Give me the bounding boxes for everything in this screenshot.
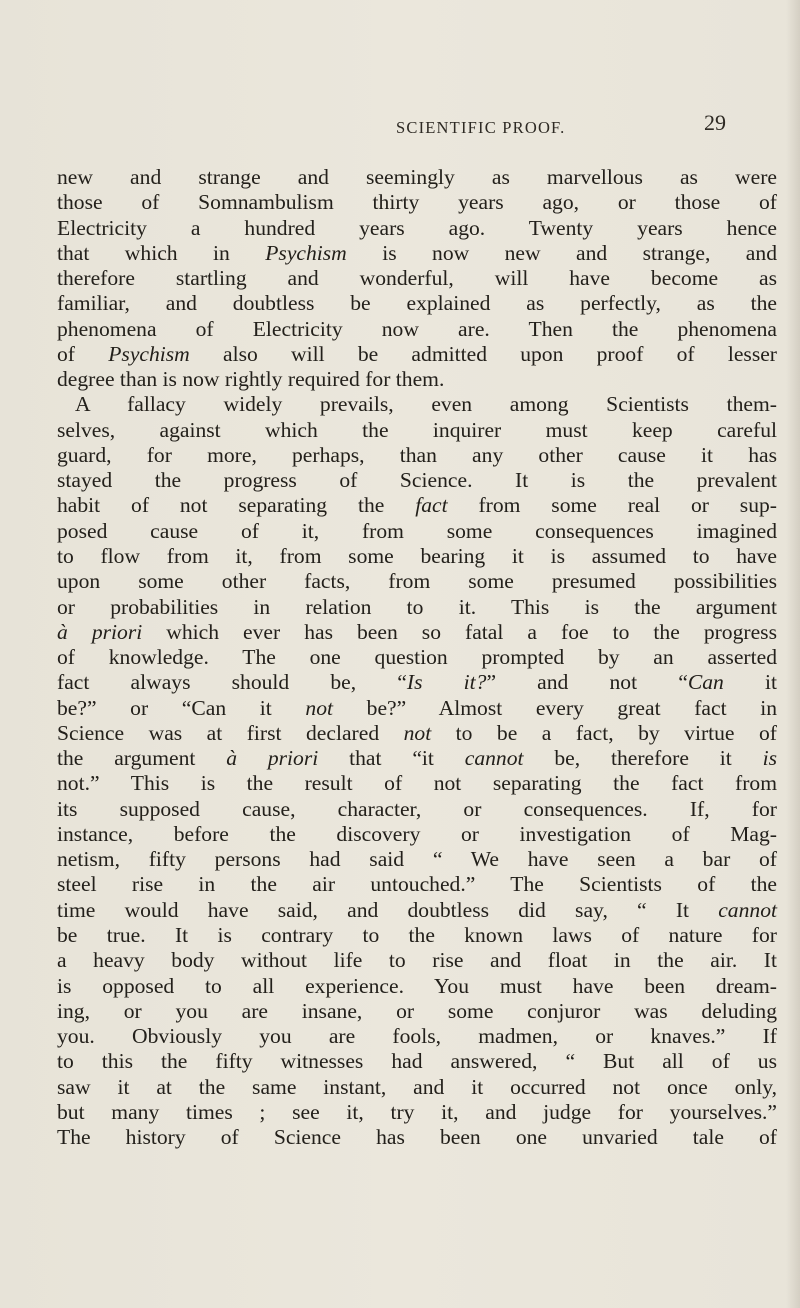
text-line bbox=[57, 1125, 777, 1150]
italic-text-segment: à priori bbox=[57, 619, 143, 644]
text-line bbox=[57, 974, 777, 999]
text-segment: Science was at first declared bbox=[57, 720, 404, 745]
text-line bbox=[57, 1075, 777, 1100]
text-line bbox=[57, 443, 777, 468]
text-line bbox=[57, 468, 777, 493]
page-edge-shadow bbox=[786, 0, 800, 1308]
text-segment: you. Obviously you are fools, madmen, or knaves.” If bbox=[57, 1024, 777, 1049]
text-segment: it bbox=[723, 670, 777, 695]
text-line bbox=[57, 216, 777, 241]
running-header: SCIENTIFIC PROOF. bbox=[396, 118, 566, 137]
text-segment: stayed the progress of Science. It is the prevalent bbox=[57, 468, 777, 493]
text-segment: of bbox=[57, 341, 109, 366]
text-line bbox=[57, 847, 777, 872]
text-segment: of knowledge. The one question prompted by an asserted bbox=[57, 645, 777, 670]
text-segment: phenomena of Electricity now are. Then the phenomena bbox=[57, 316, 777, 341]
text-line bbox=[57, 746, 777, 771]
text-line bbox=[57, 1024, 777, 1049]
text-line bbox=[57, 696, 777, 721]
text-line bbox=[57, 519, 777, 544]
text-segment: upon some other facts, from some presumed possibilities bbox=[57, 569, 777, 594]
text-line bbox=[57, 595, 777, 620]
italic-text-segment: cannot bbox=[718, 897, 777, 922]
text-segment: to flow from it, from some bearing it is assumed to have bbox=[57, 543, 777, 568]
italic-text-segment: Psychism bbox=[108, 341, 190, 366]
text-segment: therefore startling and wonderful, will have become as bbox=[57, 266, 777, 291]
text-line bbox=[57, 392, 777, 417]
text-segment: Electricity a hundred years ago. Twenty years hence bbox=[57, 215, 777, 240]
text-segment: saw it at the same instant, and it occurred not once only, bbox=[57, 1074, 777, 1099]
text-segment: is now new and strange, and bbox=[346, 240, 777, 265]
text-segment: new and strange and seemingly as marvellous as were bbox=[57, 165, 777, 189]
text-segment: to this the fifty witnesses had answered, “ But all of us bbox=[57, 1049, 777, 1074]
text-segment: its supposed cause, character, or consequences. If, for bbox=[57, 796, 777, 821]
text-segment: habit of not separating the bbox=[57, 493, 416, 518]
text-line bbox=[57, 165, 777, 190]
text-line bbox=[57, 291, 777, 316]
text-segment: be?” Almost every great fact in bbox=[333, 695, 777, 720]
text-line bbox=[57, 923, 777, 948]
text-segment: selves, against which the inquirer must keep careful bbox=[57, 417, 777, 442]
text-line bbox=[57, 620, 777, 645]
text-segment: netism, fifty persons had said “ We have seen a bar of bbox=[57, 847, 777, 872]
text-segment: the argument bbox=[57, 746, 227, 771]
text-segment: degree than is now rightly required for them. bbox=[57, 367, 445, 392]
text-segment: be, therefore it bbox=[523, 746, 763, 771]
italic-text-segment: is bbox=[762, 746, 777, 771]
italic-text-segment: à priori bbox=[226, 746, 319, 771]
text-line bbox=[57, 569, 777, 594]
text-line bbox=[57, 721, 777, 746]
text-line bbox=[57, 493, 777, 518]
text-segment: guard, for more, perhaps, than any other cause it has bbox=[57, 442, 777, 467]
italic-text-segment: Can bbox=[687, 670, 724, 695]
text-segment: be?” or “Can it bbox=[57, 695, 306, 720]
italic-text-segment: cannot bbox=[464, 746, 524, 771]
text-segment: but many times ; see it, try it, and judge for yourselves.” bbox=[57, 1099, 777, 1124]
text-segment: fact always should be, “ bbox=[57, 670, 407, 695]
text-line bbox=[57, 342, 777, 367]
italic-text-segment: fact bbox=[415, 493, 448, 518]
italic-text-segment: Is it? bbox=[406, 670, 487, 695]
text-segment: not.” This is the result of not separating the fact from bbox=[57, 771, 777, 796]
text-line bbox=[57, 317, 777, 342]
text-line bbox=[57, 367, 777, 392]
text-line bbox=[57, 1049, 777, 1074]
text-line bbox=[57, 822, 777, 847]
body-text bbox=[57, 165, 777, 1150]
italic-text-segment: Psychism bbox=[265, 240, 347, 265]
text-segment: to be a fact, by virtue of bbox=[431, 720, 777, 745]
italic-text-segment: not bbox=[403, 720, 432, 745]
text-segment: posed cause of it, from some consequences imagined bbox=[57, 518, 777, 543]
text-segment: those of Somnambulism thirty years ago, or those of bbox=[57, 190, 777, 215]
text-segment: a heavy body without life to rise and float in the air. It bbox=[57, 948, 777, 973]
text-line bbox=[57, 898, 777, 923]
text-line bbox=[57, 999, 777, 1024]
text-segment: ” and not “ bbox=[486, 670, 688, 695]
text-line bbox=[57, 418, 777, 443]
text-segment: familiar, and doubtless be explained as perfectly, as the bbox=[57, 291, 777, 316]
text-line bbox=[57, 645, 777, 670]
text-segment: A fallacy widely prevails, even among Scientists them- bbox=[75, 392, 777, 417]
text-segment: from some real or sup- bbox=[447, 493, 777, 518]
text-line bbox=[57, 266, 777, 291]
text-line bbox=[57, 797, 777, 822]
text-segment: is opposed to all experience. You must have been dream- bbox=[57, 973, 777, 998]
text-segment: also will be admitted upon proof of lesser bbox=[189, 341, 777, 366]
text-line bbox=[57, 190, 777, 215]
text-segment: ing, or you are insane, or some conjuror was deluding bbox=[57, 998, 777, 1023]
text-segment: steel rise in the air untouched.” The Scientists of the bbox=[57, 872, 777, 897]
text-line bbox=[57, 241, 777, 266]
text-line bbox=[57, 670, 777, 695]
text-segment: or probabilities in relation to it. This is the argument bbox=[57, 594, 777, 619]
page-number: 29 bbox=[704, 110, 726, 135]
text-segment: which ever has been so fatal a foe to the progress bbox=[142, 619, 777, 644]
text-segment: be true. It is contrary to the known laws of nature for bbox=[57, 922, 777, 947]
italic-text-segment: not bbox=[305, 695, 334, 720]
text-line bbox=[57, 948, 777, 973]
text-segment: instance, before the discovery or investigation of Mag- bbox=[57, 821, 777, 846]
text-segment: time would have said, and doubtless did say, “ It bbox=[57, 897, 719, 922]
text-segment: that “it bbox=[318, 746, 465, 771]
text-line bbox=[57, 1100, 777, 1125]
text-segment: that which in bbox=[57, 240, 266, 265]
text-line bbox=[57, 872, 777, 897]
text-segment: The history of Science has been one unvaried tale of bbox=[57, 1125, 777, 1150]
text-line bbox=[57, 544, 777, 569]
text-line bbox=[57, 771, 777, 796]
